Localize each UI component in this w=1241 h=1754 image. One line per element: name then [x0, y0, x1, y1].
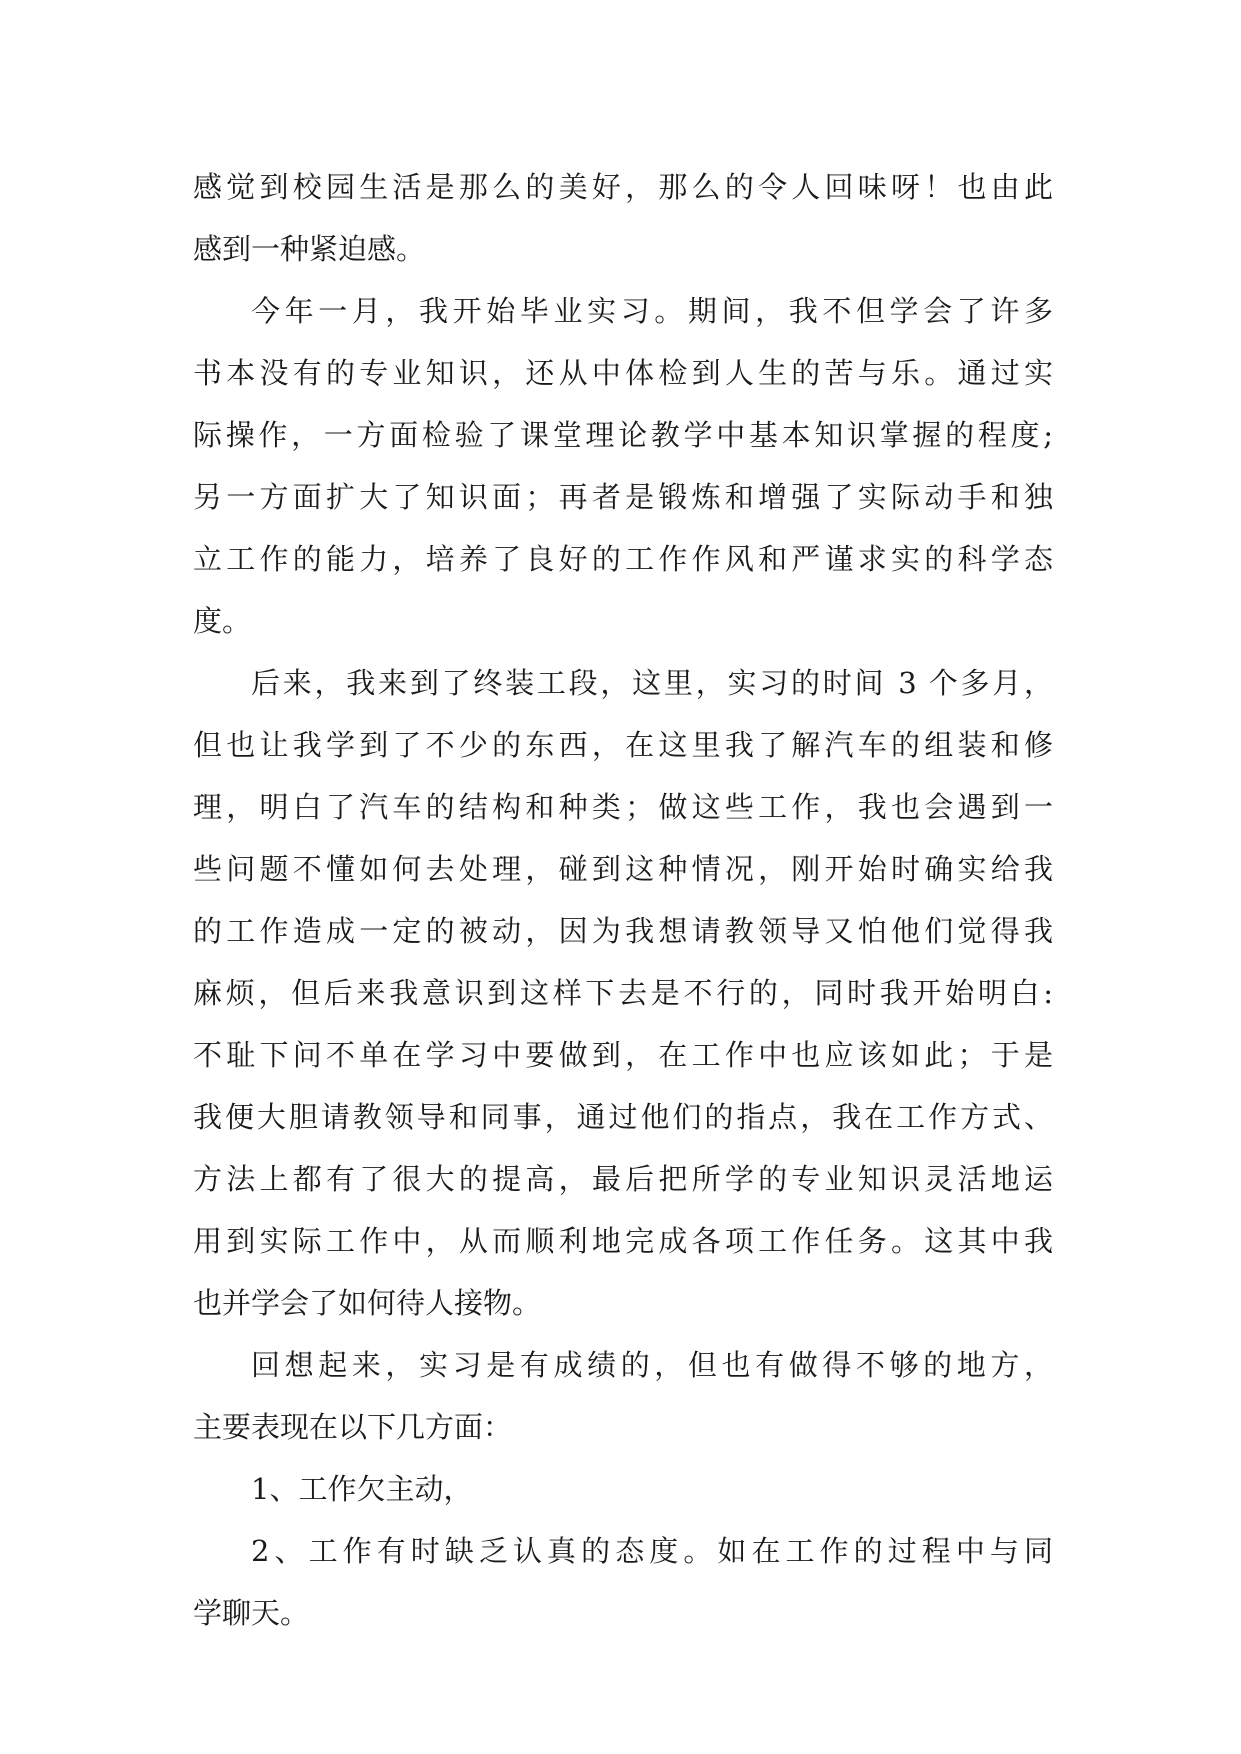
text-line: 今年一月，我开始毕业实习。期间，我不但学会了许多 [251, 294, 1053, 328]
text-line: 2、工作有时缺乏认真的态度。如在工作的过程中与同 [251, 1534, 1053, 1568]
text-line: 方法上都有了很大的提高，最后把所学的专业知识灵活地运 [193, 1162, 1053, 1196]
text-line: 书本没有的专业知识，还从中体检到人生的苦与乐。通过实 [193, 356, 1053, 390]
text-line: 回想起来，实习是有成绩的，但也有做得不够的地方， [251, 1348, 1053, 1382]
text-line: 感觉到校园生活是那么的美好，那么的令人回味呀！也由此 [193, 170, 1053, 204]
text-line: 用到实际工作中，从而顺利地完成各项工作任务。这其中我 [193, 1224, 1053, 1258]
text-line: 不耻下问不单在学习中要做到，在工作中也应该如此；于是 [193, 1038, 1053, 1072]
text-line: 1、工作欠主动， [251, 1472, 473, 1506]
text-line: 际操作，一方面检验了课堂理论教学中基本知识掌握的程度; [193, 418, 1053, 452]
text-line: 但也让我学到了不少的东西，在这里我了解汽车的组装和修 [193, 728, 1053, 762]
text-line: 我便大胆请教领导和同事，通过他们的指点，我在工作方式、 [193, 1100, 1053, 1134]
text-line: 也并学会了如何待人接物。 [193, 1286, 542, 1320]
text-line: 感到一种紧迫感。 [193, 232, 426, 266]
text-line: 度。 [193, 604, 252, 638]
text-line: 立工作的能力，培养了良好的工作作风和严谨求实的科学态 [193, 542, 1053, 576]
text-line: 些问题不懂如何去处理，碰到这种情况，刚开始时确实给我 [193, 852, 1053, 886]
text-line: 另一方面扩大了知识面；再者是锻炼和增强了实际动手和独 [193, 480, 1053, 514]
text-line: 后来，我来到了终装工段，这里，实习的时间 3 个多月， [251, 666, 1053, 700]
text-line: 学聊天。 [193, 1596, 310, 1630]
text-line: 的工作造成一定的被动，因为我想请教领导又怕他们觉得我 [193, 914, 1053, 948]
text-line: 麻烦，但后来我意识到这样下去是不行的，同时我开始明白: [193, 976, 1053, 1010]
text-line: 主要表现在以下几方面： [193, 1410, 513, 1444]
text-line: 理，明白了汽车的结构和种类；做这些工作，我也会遇到一 [193, 790, 1053, 824]
document-body [193, 156, 1053, 1644]
